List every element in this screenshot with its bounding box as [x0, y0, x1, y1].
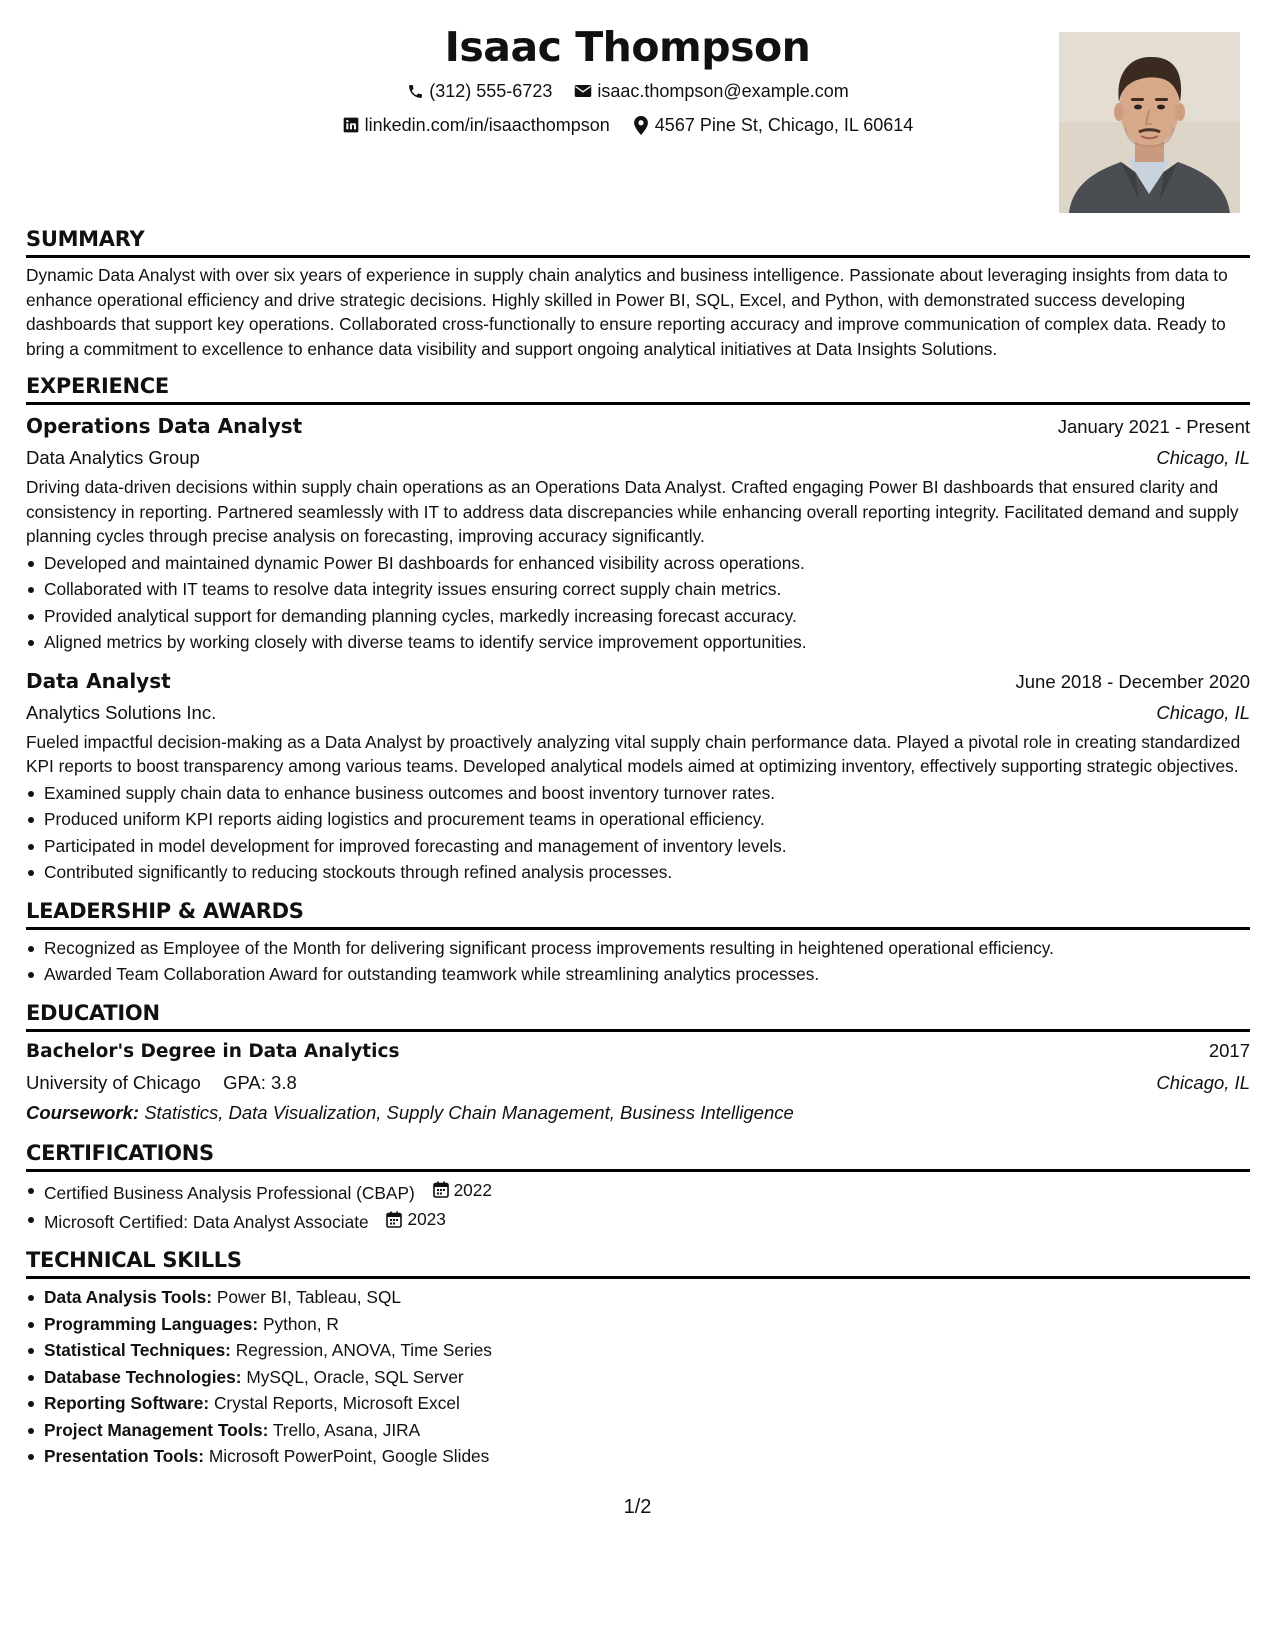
list-item — [44, 1443, 1250, 1470]
experience-section — [26, 371, 1250, 886]
skill-label: Reporting Software: — [44, 1393, 210, 1413]
job-entry — [26, 411, 1250, 656]
list-item: Examined supply chain data to enhance business outcomes and boost inventory turnover rates. — [44, 780, 1250, 807]
list-item: Collaborated with IT teams to resolve data integrity issues ensuring correct supply chain metrics. — [44, 576, 1250, 603]
skill-value: Power BI, Tableau, SQL — [216, 1287, 401, 1307]
job-dates: June 2018 - December 2020 — [1015, 670, 1250, 692]
phone-icon — [406, 82, 424, 100]
skill-label: Statistical Techniques: — [44, 1340, 231, 1360]
profile-photo — [1059, 32, 1240, 213]
coursework — [26, 1098, 1250, 1128]
job-title: Data Analyst — [26, 668, 171, 693]
skills-list — [26, 1284, 1250, 1470]
list-item — [44, 1284, 1250, 1311]
job-location: Chicago, IL — [1156, 447, 1250, 468]
graduation-year: 2017 — [1208, 1039, 1250, 1061]
job-description: Driving data-driven decisions within supply chain operations as an Operations Data Analyst. Crafted engaging Power BI dashboards that ensured clarity and consistency in reporting. Partnered seamlessly with IT to address data discrepancies while enhancing overall reporting integrity. Facilitated demand and supply planning cycles through precise analysis on forecasting, improving accuracy significantly. — [26, 477, 1239, 546]
skills-heading: TECHNICAL SKILLS — [26, 1245, 1250, 1279]
list-item: Recognized as Employee of the Month for delivering significant process improvements resulting in heightened operational efficiency. — [44, 935, 1250, 962]
address-text: 4567 Pine St, Chicago, IL 60614 — [654, 115, 914, 135]
summary-section — [26, 224, 1250, 361]
list-item: Provided analytical support for demanding planning cycles, markedly increasing forecast accuracy. — [44, 603, 1250, 630]
email-contact[interactable] — [574, 79, 848, 103]
skill-label: Presentation Tools: — [44, 1446, 205, 1466]
skill-label: Database Technologies: — [44, 1366, 242, 1387]
cert-name: Microsoft Certified: Data Analyst Associate — [44, 1211, 369, 1232]
certifications-heading: CERTIFICATIONS — [26, 1138, 1250, 1172]
list-item: Participated in model development for improved forecasting and management of inventory levels. — [44, 833, 1250, 860]
skill-value: MySQL, Oracle, SQL Server — [246, 1366, 464, 1387]
resume-content — [26, 224, 1250, 1480]
skill-value: Microsoft PowerPoint, Google Slides — [208, 1446, 490, 1466]
leadership-section — [26, 896, 1250, 988]
list-item: Contributed significantly to reducing stockouts through refined analysis processes. — [44, 859, 1250, 886]
job-bullets — [26, 780, 1250, 886]
leadership-list — [26, 935, 1250, 988]
degree-title: Bachelor's Degree in Data Analytics — [26, 1040, 400, 1062]
list-item — [44, 1337, 1250, 1364]
job-dates: January 2021 - Present — [1057, 416, 1250, 437]
coursework-list: Statistics, Data Visualization, Supply Chain Management, Business Intelligence — [144, 1101, 794, 1123]
job-location: Chicago, IL — [1156, 701, 1250, 723]
job-description: Fueled impactful decision-making as a Data Analyst by proactively analyzing vital supply chain performance data. Played a pivotal role in creating standardized KPI reports to boost transparency among various teams. Developed analytical models aimed at optimizing inventory, effectively supporting strategic objectives. — [26, 731, 1241, 776]
phone-contact[interactable] — [406, 79, 552, 103]
job-title: Operations Data Analyst — [26, 414, 303, 438]
list-item — [44, 1206, 1250, 1235]
skill-label: Project Management Tools: — [44, 1419, 269, 1440]
phone-text: (312) 555-6723 — [429, 81, 553, 101]
list-item — [44, 1417, 1250, 1444]
linkedin-contact[interactable] — [342, 113, 610, 137]
certifications-section — [26, 1138, 1250, 1236]
summary-heading: SUMMARY — [26, 224, 1250, 258]
envelope-icon — [574, 82, 592, 100]
map-pin-icon — [632, 116, 650, 134]
education-heading: EDUCATION — [26, 998, 1250, 1032]
coursework-label: Coursework: — [26, 1101, 140, 1123]
summary-text: Dynamic Data Analyst with over six years of experience in supply chain analytics and business intelligence. Passionate about leveraging insights from data to enhance operational efficiency and drive strategic decisions. Highly skilled in Power BI, SQL, Excel, and Python, with demonstrated success developing dashboards that support key operations. Collaborated cross-functionally to ensure reporting accuracy and improve communication of complex data. Ready to bring a commitment to excellence to enhance data visibility and support ongoing analytical initiatives at Data Insights Solutions. — [26, 265, 1228, 359]
list-item: Developed and maintained dynamic Power BI dashboards for enhanced visibility across operations. — [44, 550, 1250, 577]
list-item — [44, 1390, 1250, 1417]
linkedin-icon — [342, 116, 360, 134]
experience-heading: EXPERIENCE — [26, 371, 1250, 405]
cert-year: 2023 — [407, 1208, 446, 1229]
cert-year: 2022 — [453, 1179, 493, 1200]
skills-section — [26, 1245, 1250, 1470]
skill-value: Crystal Reports, Microsoft Excel — [213, 1393, 460, 1413]
list-item: Aligned metrics by working closely with diverse teams to identify service improvement opportunities. — [44, 629, 1250, 656]
education-section — [26, 998, 1250, 1128]
list-item: Awarded Team Collaboration Award for outstanding teamwork while streamlining analytics processes. — [44, 961, 1250, 988]
skill-label: Data Analysis Tools: — [44, 1287, 213, 1307]
calendar-icon — [385, 1210, 403, 1228]
job-company: Analytics Solutions Inc. — [26, 701, 217, 723]
job-company: Data Analytics Group — [26, 447, 200, 468]
linkedin-text: linkedin.com/in/isaacthompson — [364, 115, 610, 135]
list-item — [44, 1177, 1250, 1206]
job-bullets — [26, 550, 1250, 656]
skill-value: Regression, ANOVA, Time Series — [235, 1340, 492, 1360]
gpa: GPA: 3.8 — [223, 1071, 297, 1093]
job-entry — [26, 666, 1250, 886]
candidate-name: Isaac Thompson — [444, 23, 811, 71]
address-contact — [632, 113, 914, 137]
calendar-icon — [432, 1181, 450, 1199]
school-location: Chicago, IL — [1156, 1071, 1250, 1093]
page-number: 1/2 — [623, 1496, 652, 1518]
skill-value: Trello, Asana, JIRA — [272, 1419, 421, 1440]
email-text: isaac.thompson@example.com — [597, 81, 849, 101]
cert-name: Certified Business Analysis Professional (CBAP) — [44, 1182, 415, 1203]
list-item — [44, 1311, 1250, 1338]
leadership-heading: LEADERSHIP & AWARDS — [26, 896, 1250, 930]
school-name: University of Chicago — [26, 1071, 201, 1093]
skill-label: Programming Languages: — [44, 1313, 259, 1334]
skill-value: Python, R — [262, 1313, 339, 1334]
list-item — [44, 1364, 1250, 1391]
list-item: Produced uniform KPI reports aiding logistics and procurement teams in operational efficiency. — [44, 806, 1250, 833]
certifications-list — [26, 1177, 1250, 1236]
